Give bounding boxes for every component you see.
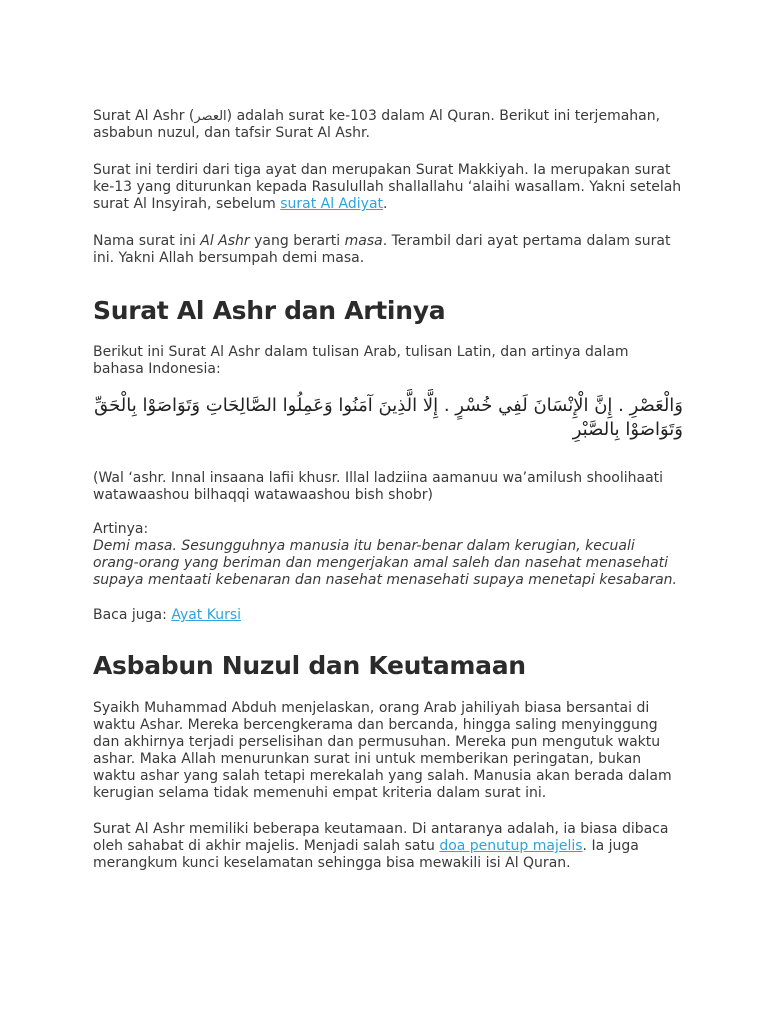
surat-al-adiyat-link[interactable]: surat Al Adiyat <box>280 196 384 212</box>
intro-text: Surat Al Ashr ( <box>93 108 195 124</box>
doa-penutup-majelis-link[interactable]: doa penutup majelis <box>439 838 583 854</box>
intro-text: Nama surat ini <box>93 233 201 249</box>
article-body <box>93 108 683 872</box>
translation-text: Demi masa. Sesungguhnya manusia itu benar-benar dalam kerugian, kecuali orang-orang yang beriman dan mengerjakan amal saleh dan nasehat menasehati supaya mentaati kebenaran dan nasehat menasehati supaya menetapi kesabaran. <box>93 538 678 588</box>
surah-arabic-name: العصر <box>194 109 227 124</box>
arabic-verse: وَالْعَصْرِ . إِنَّ الْإِنْسَانَ لَفِي خُسْرٍ . إِلَّا الَّذِينَ آمَنُوا وَعَمِلُوا الصَّالِحَاتِ وَتَوَاصَوْا بِالْحَقِّ وَتَوَاصَوْا بِالصَّبْرِ <box>94 395 683 440</box>
section1-lead: Berikut ini Surat Al Ashr dalam tulisan Arab, tulisan Latin, dan artinya dalam bahasa Indonesia: <box>93 344 629 377</box>
meaning-emphasis: masa <box>344 233 383 249</box>
artinya-label: Artinya: <box>93 521 149 537</box>
intro-paragraph-1 <box>93 108 683 142</box>
intro-text: yang berarti <box>249 233 345 249</box>
asbabun-nuzul-paragraph: Syaikh Muhammad Abduh menjelaskan, orang Arab jahiliyah biasa bersantai di waktu Ashar. Mereka bercengkerama dan bercanda, hingga saling menyinggung dan akhirnya terjadi perselisihan dan permusuhan. Mereka pun mengutuk waktu ashar. Maka Allah menurunkan surat ini untuk memberikan peringatan, bukan waktu ashar yang salah tetapi merekalah yang salah. Manusia akan berada dalam kerugian selama tidak memenuhi empat kriteria dalam surat ini. <box>93 700 672 801</box>
surah-name-emphasis: Al Ashr <box>200 233 250 249</box>
latin-transliteration: (Wal ‘ashr. Innal insaana lafii khusr. Illal ladziina aamanuu wa’amilush shoolihaati watawaashou bilhaqqi watawaashou bish shobr) <box>93 470 664 503</box>
intro-paragraph-3 <box>93 233 683 267</box>
keutamaan-text: . Ia juga merangkum kunci keselamatan sehingga bisa mewakili isi Al Quran. <box>93 838 639 871</box>
translation-block <box>93 521 683 589</box>
keutamaan-paragraph <box>93 821 683 872</box>
intro-text: . Terambil dari ayat pertama dalam surat ini. Yakni Allah bersumpah demi masa. <box>93 233 671 266</box>
keutamaan-text: Surat Al Ashr memiliki beberapa keutamaan. Di antaranya adalah, ia biasa dibaca oleh sahabat di akhir majelis. Menjadi salah satu <box>93 821 669 854</box>
baca-juga-label: Baca juga: <box>93 607 172 623</box>
ayat-kursi-link[interactable]: Ayat Kursi <box>171 607 242 623</box>
baca-juga <box>93 607 683 624</box>
section-heading-artinya: Surat Al Ashr dan Artinya <box>93 296 446 325</box>
intro-text: Surat ini terdiri dari tiga ayat dan merupakan Surat Makkiyah. Ia merupakan surat ke-13 yang diturunkan kepada Rasulullah shallallahu ‘alaihi wasallam. Yakni setelah surat Al Insyirah, sebelum <box>93 162 682 212</box>
intro-text: ) adalah surat ke-103 dalam Al Quran. Berikut ini terjemahan, asbabun nuzul, dan tafsir Surat Al Ashr. <box>93 108 661 141</box>
section-heading-asbabun-nuzul: Asbabun Nuzul dan Keutamaan <box>93 651 526 680</box>
intro-text: . <box>383 196 388 212</box>
intro-paragraph-2 <box>93 162 683 213</box>
